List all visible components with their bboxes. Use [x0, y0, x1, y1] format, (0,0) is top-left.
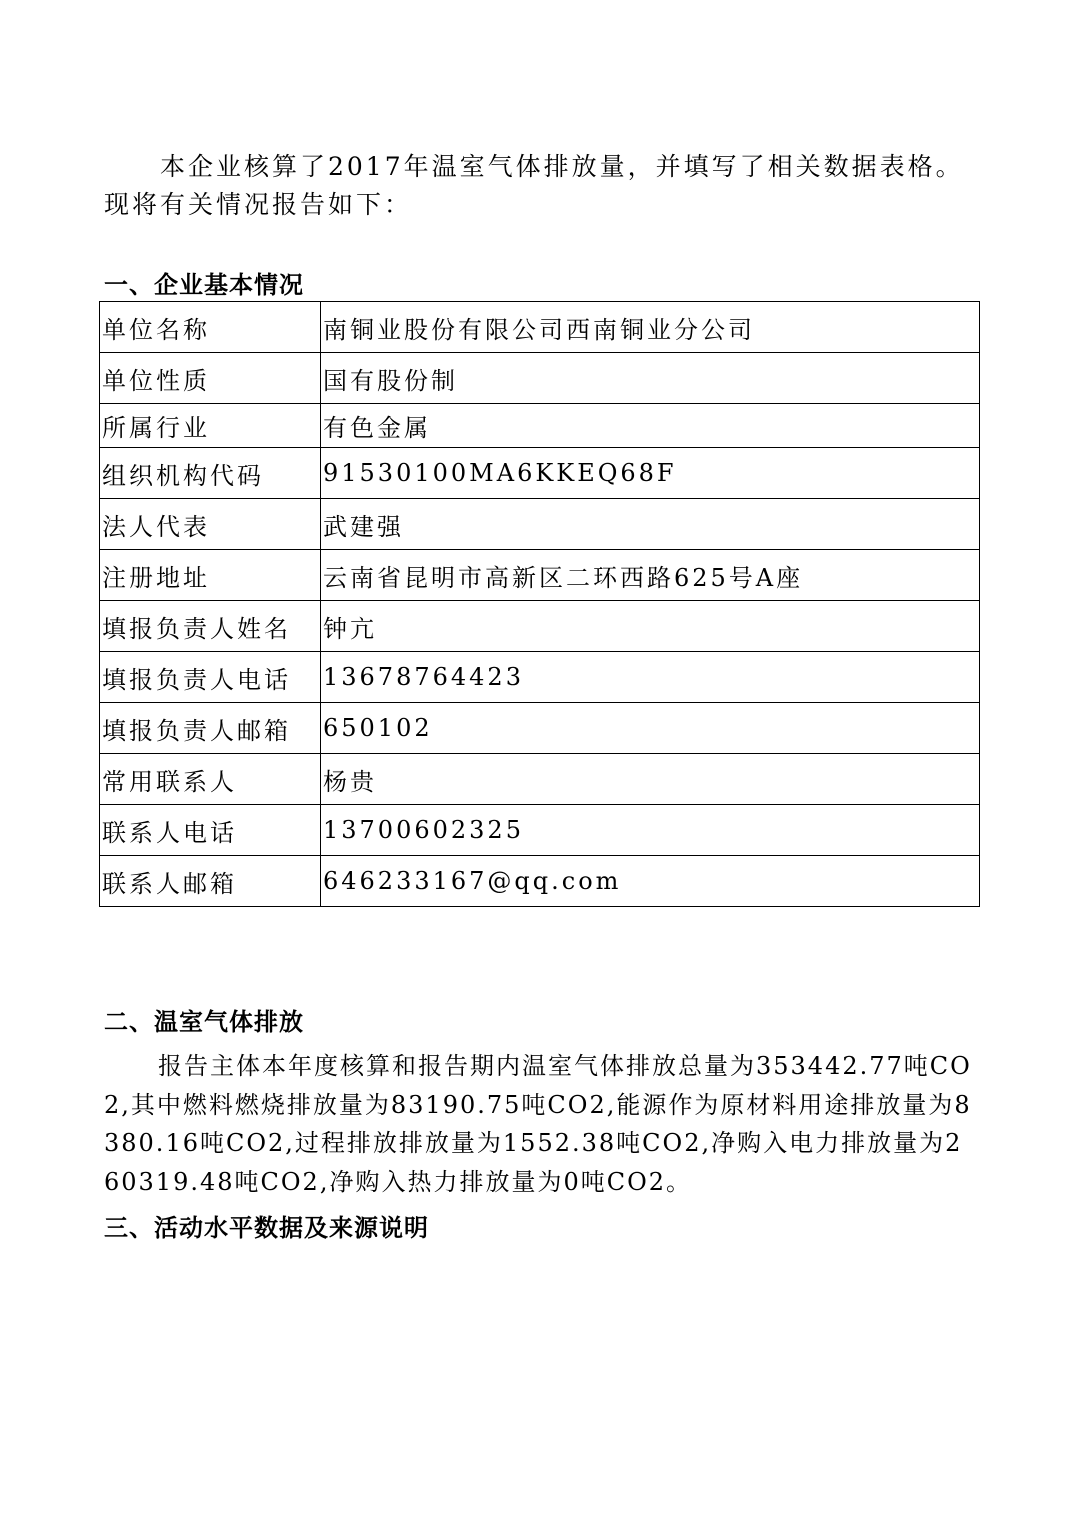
row-value: 云南省昆明市高新区二环西路625号A座	[321, 550, 980, 601]
row-value: 钟亢	[321, 601, 980, 652]
row-label: 联系人邮箱	[100, 856, 321, 907]
table-row	[100, 353, 980, 404]
row-label: 组织机构代码	[100, 448, 321, 499]
table-row	[100, 652, 980, 703]
table-row	[100, 601, 980, 652]
table-row	[100, 856, 980, 907]
row-value: 646233167@qq.com	[321, 856, 980, 907]
row-label: 填报负责人邮箱	[100, 703, 321, 754]
emissions-paragraph: 报告主体本年度核算和报告期内温室气体排放总量为353442.77吨CO2,其中燃料燃烧排放量为83190.75吨CO2,能源作为原材料用途排放量为8380.16吨CO2,过程排放排放量为1552.38吨CO2,净购入电力排放量为260319.48吨CO2,净购入热力排放量为0吨CO2。	[104, 1052, 972, 1196]
company-info-table	[99, 301, 980, 907]
intro-paragraph: 本企业核算了2017年温室气体排放量，并填写了相关数据表格。现将有关情况报告如下：	[104, 152, 964, 219]
table-row	[100, 754, 980, 805]
section-3-heading: 三、活动水平数据及来源说明	[104, 1214, 429, 1242]
row-label: 常用联系人	[100, 754, 321, 805]
row-label: 所属行业	[100, 404, 321, 448]
row-value: 武建强	[321, 499, 980, 550]
row-label: 注册地址	[100, 550, 321, 601]
row-value: 91530100MA6KKEQ68F	[321, 448, 980, 499]
row-value: 13678764423	[321, 652, 980, 703]
table-row	[100, 703, 980, 754]
table-row	[100, 302, 980, 353]
row-label: 填报负责人电话	[100, 652, 321, 703]
section-1-heading: 一、企业基本情况	[104, 271, 304, 299]
row-value: 杨贵	[321, 754, 980, 805]
table-row	[100, 404, 980, 448]
section-2-heading: 二、温室气体排放	[104, 1008, 304, 1036]
row-value: 国有股份制	[321, 353, 980, 404]
table-row	[100, 499, 980, 550]
row-value: 南铜业股份有限公司西南铜业分公司	[321, 302, 980, 353]
row-value: 13700602325	[321, 805, 980, 856]
row-label: 单位性质	[100, 353, 321, 404]
row-value: 650102	[321, 703, 980, 754]
table-row	[100, 805, 980, 856]
row-value: 有色金属	[321, 404, 980, 448]
row-label: 单位名称	[100, 302, 321, 353]
table-row	[100, 448, 980, 499]
row-label: 联系人电话	[100, 805, 321, 856]
row-label: 法人代表	[100, 499, 321, 550]
row-label: 填报负责人姓名	[100, 601, 321, 652]
table-row	[100, 550, 980, 601]
